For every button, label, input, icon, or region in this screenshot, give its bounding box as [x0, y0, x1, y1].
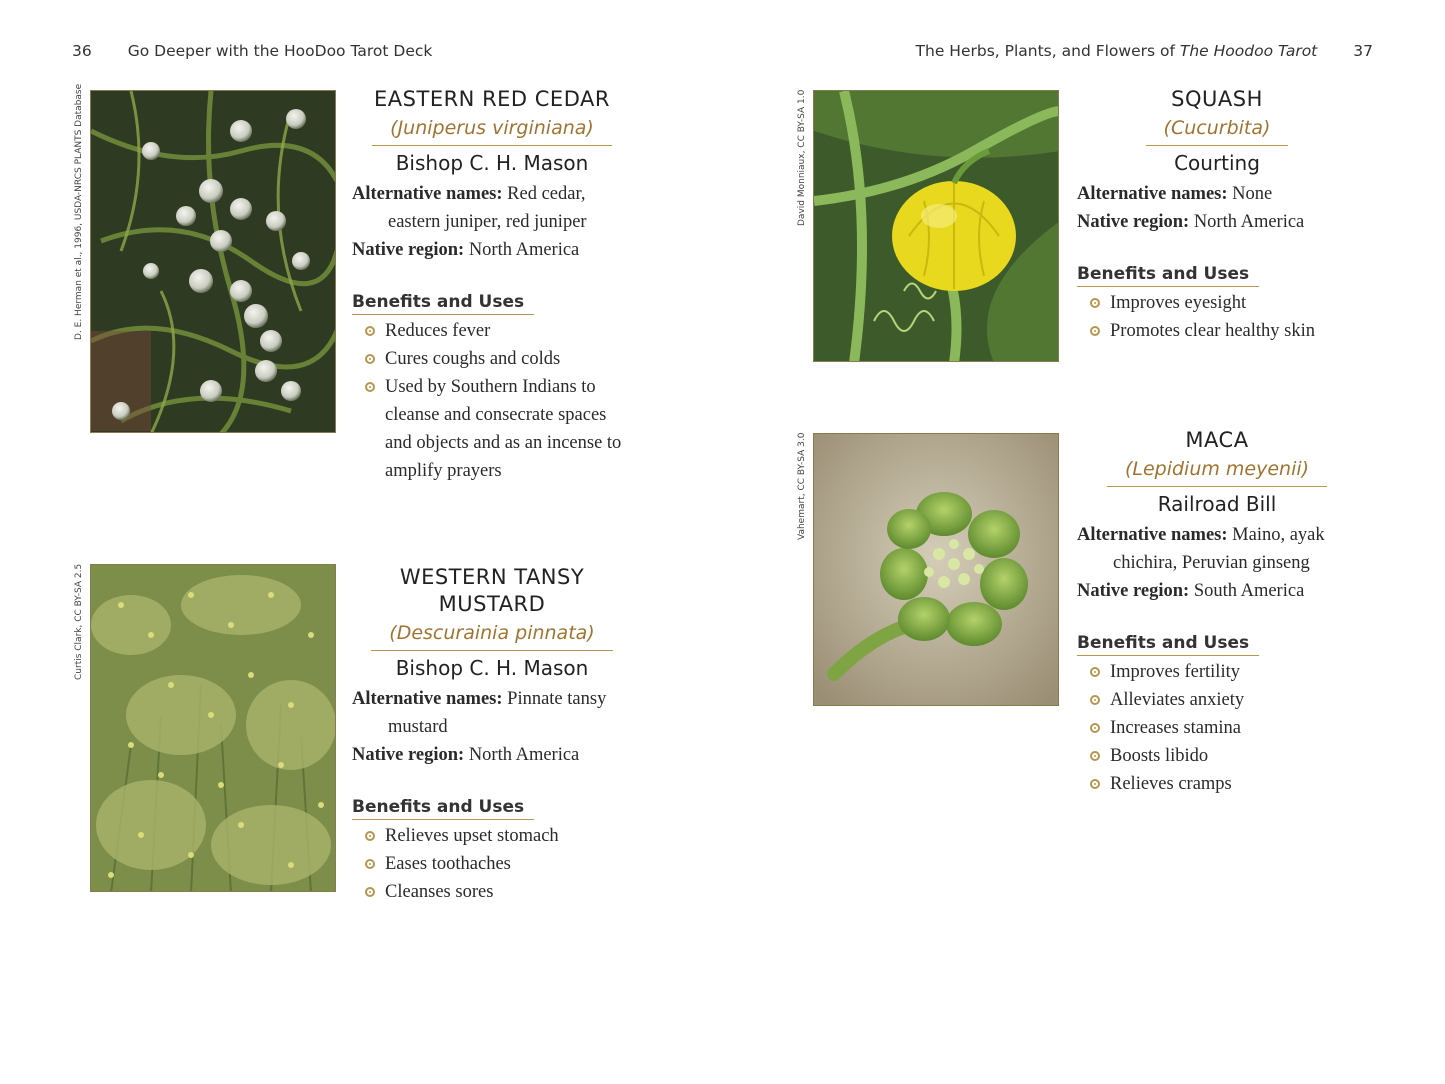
plant-name: SQUASH [1171, 87, 1263, 111]
benefits-heading: Benefits and Uses [352, 795, 534, 820]
plant-entry-maca [1077, 427, 1357, 798]
list-item: Improves fertility [1077, 658, 1357, 686]
list-item: Reduces fever [352, 317, 632, 345]
latin-name: (Descurainia pinnata) [352, 618, 632, 651]
tarot-card: Bishop C. H. Mason [395, 151, 589, 175]
plant-entry-western-tansy-mustard [352, 564, 632, 906]
bullet-icon [365, 382, 375, 392]
list-item: Improves eyesight [1077, 289, 1357, 317]
native-region: Native region: North America [352, 745, 580, 765]
list-item: Relieves cramps [1077, 770, 1357, 798]
alternative-names: Alternative names: Maino, ayak chichira, Peruvian ginseng [1077, 525, 1325, 573]
native-region: Native region: North America [352, 240, 580, 260]
bullet-icon [365, 831, 375, 841]
bullet-icon [365, 859, 375, 869]
benefits-heading: Benefits and Uses [1077, 631, 1259, 656]
bullet-icon [365, 354, 375, 364]
tarot-card: Railroad Bill [1157, 492, 1277, 516]
running-head-title: The Herbs, Plants, and Flowers of [915, 42, 1180, 60]
latin-name: (Lepidium meyenii) [1077, 454, 1357, 487]
latin-name: (Cucurbita) [1077, 113, 1357, 146]
benefits-heading: Benefits and Uses [1077, 262, 1259, 287]
list-item: Alleviates anxiety [1077, 686, 1357, 714]
photo-credit: D. E. Herman et al., 1996, USDA-NRCS PLANTS Database [74, 83, 84, 340]
bullet-icon [1090, 751, 1100, 761]
benefits-list [1077, 658, 1357, 798]
running-head-title-italic: The Hoodoo Tarot [1179, 42, 1318, 60]
benefits-list [352, 822, 632, 906]
list-item: Promotes clear healthy skin [1077, 317, 1357, 345]
alternative-names: Alternative names: Red cedar, eastern juniper, red juniper [352, 184, 587, 232]
benefits-list [352, 317, 632, 485]
bullet-icon [1090, 326, 1100, 336]
list-item: Increases stamina [1077, 714, 1357, 742]
plant-name: MACA [1185, 428, 1249, 452]
bullet-icon [1090, 298, 1100, 308]
photo-credit: David Monniaux, CC BY-SA 1.0 [797, 89, 807, 226]
bullet-icon [1090, 667, 1100, 677]
tansy-mustard-photo [90, 564, 336, 892]
plant-name: WESTERN TANSY MUSTARD [399, 565, 585, 616]
list-item: Cures coughs and colds [352, 345, 632, 373]
alternative-names: Alternative names: None [1077, 184, 1273, 204]
plant-entry-eastern-red-cedar [352, 86, 632, 485]
photo-credit: Curtis Clark, CC BY-SA 2.5 [74, 563, 84, 680]
bullet-icon [1090, 779, 1100, 789]
list-item: Boosts libido [1077, 742, 1357, 770]
list-item: Cleanses sores [352, 878, 632, 906]
tarot-card: Bishop C. H. Mason [395, 656, 589, 680]
bullet-icon [365, 326, 375, 336]
bullet-icon [365, 887, 375, 897]
running-head-left [72, 42, 432, 60]
list-item: Used by Southern Indians to cleanse and consecrate spaces and objects and as an incense to amplify prayers [352, 373, 632, 485]
list-item: Eases toothaches [352, 850, 632, 878]
maca-photo [813, 433, 1059, 706]
tarot-card: Courting [1174, 151, 1260, 175]
list-item: Relieves upset stomach [352, 822, 632, 850]
plant-entry-squash [1077, 86, 1357, 345]
native-region: Native region: South America [1077, 581, 1305, 601]
bullet-icon [1090, 695, 1100, 705]
bullet-icon [1090, 723, 1100, 733]
plant-name: EASTERN RED CEDAR [374, 87, 610, 111]
benefits-list [1077, 289, 1357, 345]
running-head-title: Go Deeper with the HooDoo Tarot Deck [127, 42, 433, 60]
squash-photo [813, 90, 1059, 362]
page-number: 36 [72, 42, 92, 60]
juniper-photo [90, 90, 336, 433]
photo-credit: Vahemart, CC BY-SA 3.0 [797, 432, 807, 540]
latin-name: (Juniperus virginiana) [352, 113, 632, 146]
native-region: Native region: North America [1077, 212, 1305, 232]
alternative-names: Alternative names: Pinnate tansy mustard [352, 689, 607, 737]
page-number: 37 [1353, 42, 1373, 60]
running-head-right [916, 42, 1373, 60]
benefits-heading: Benefits and Uses [352, 290, 534, 315]
